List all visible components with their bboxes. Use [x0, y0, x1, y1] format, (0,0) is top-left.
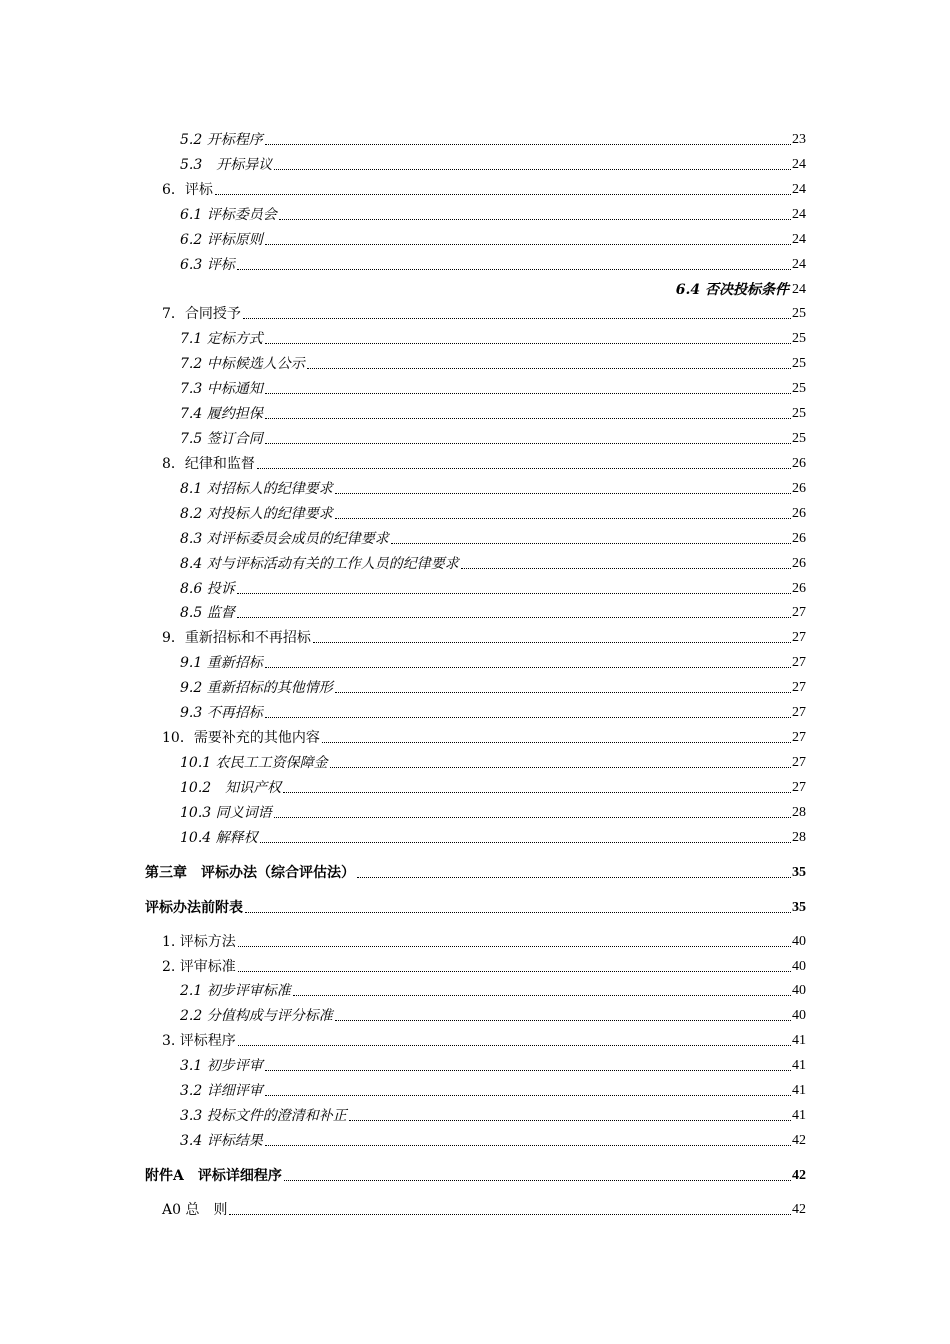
toc-entry-title: 9.1 重新招标	[180, 655, 263, 671]
toc-entry-page-number: 27	[792, 780, 806, 795]
toc-entry-title: 10．需要补充的其他内容	[162, 730, 320, 746]
toc-dot-leader	[293, 995, 791, 996]
toc-entry-page-number: 42	[792, 1202, 806, 1217]
toc-entry-title: 2.2 分值构成与评分标准	[180, 1008, 333, 1024]
toc-entry-page-number: 41	[792, 1083, 806, 1098]
toc-entry-page-number: 42	[792, 1133, 806, 1148]
toc-dot-leader	[265, 393, 791, 394]
toc-entry-title: 7.4 履约担保	[180, 406, 263, 422]
toc-entry-title: 6.4 否决投标条件	[675, 282, 789, 298]
toc-entry-page-number: 27	[792, 730, 806, 745]
toc-entry-title: 7.2 中标候选人公示	[180, 356, 305, 372]
toc-entry-page-number: 41	[792, 1108, 806, 1123]
toc-entry[interactable]	[180, 1103, 806, 1125]
toc-dot-leader	[245, 912, 791, 913]
toc-entry[interactable]	[162, 301, 806, 323]
toc-entry-title: 3.1 初步评审	[180, 1058, 263, 1074]
toc-entry-title: 附件A 评标详细程序	[145, 1168, 282, 1184]
toc-entry-title: 7.5 签订合同	[180, 431, 263, 447]
toc-entry[interactable]	[180, 675, 806, 697]
toc-dot-leader	[265, 667, 791, 668]
toc-entry[interactable]	[162, 954, 806, 976]
toc-entry-title: 6.1 评标委员会	[180, 207, 277, 223]
toc-entry-title: 2. 评审标准	[162, 959, 236, 975]
toc-entry[interactable]	[180, 650, 806, 672]
toc-entry-page-number: 27	[792, 655, 806, 670]
toc-dot-leader	[357, 877, 791, 878]
toc-entry-page-number: 40	[792, 959, 806, 974]
toc-entry-page-number: 40	[792, 983, 806, 998]
toc-entry-page-number: 41	[792, 1033, 806, 1048]
toc-entry[interactable]	[180, 127, 806, 149]
toc-entry-title: 1. 评标方法	[162, 934, 236, 950]
toc-entry-title: 评标办法前附表	[145, 900, 243, 916]
toc-entry-title: 10.4 解释权	[180, 830, 258, 846]
toc-entry[interactable]	[180, 775, 806, 797]
toc-dot-leader	[274, 817, 791, 818]
toc-entry-title: 8．纪律和监督	[162, 456, 255, 472]
toc-dot-leader	[330, 767, 791, 768]
toc-entry-title: 第三章 评标办法（综合评估法）	[145, 865, 355, 881]
toc-dot-leader	[265, 418, 791, 419]
toc-entry-page-number: 25	[792, 306, 806, 321]
toc-entry-title: 3.3 投标文件的澄清和补正	[180, 1108, 347, 1124]
toc-dot-leader	[335, 692, 791, 693]
toc-dot-leader	[322, 742, 791, 743]
toc-entry[interactable]	[162, 177, 806, 199]
toc-entry-title: 10.1 农民工工资保障金	[180, 755, 328, 771]
toc-dot-leader	[391, 543, 791, 544]
toc-entry-title: 8.6 投诉	[180, 581, 235, 597]
toc-entry-title: 10.3 同义词语	[180, 805, 272, 821]
toc-entry[interactable]	[180, 376, 806, 398]
toc-entry-title: 5.2 开标程序	[180, 132, 263, 148]
toc-entry-page-number: 25	[792, 431, 806, 446]
toc-entry[interactable]	[162, 1197, 806, 1219]
toc-dot-leader	[237, 593, 791, 594]
toc-entry-page-number: 27	[792, 630, 806, 645]
toc-entry-page-number: 27	[792, 605, 806, 620]
toc-entry[interactable]	[180, 326, 806, 348]
toc-entry[interactable]	[145, 1163, 806, 1185]
toc-entry[interactable]	[145, 895, 806, 917]
toc-dot-leader	[335, 493, 791, 494]
toc-entry-page-number: 27	[792, 680, 806, 695]
toc-dot-leader	[229, 1214, 791, 1215]
toc-entry[interactable]	[180, 152, 806, 174]
toc-entry[interactable]	[180, 252, 806, 274]
toc-entry[interactable]	[180, 750, 806, 772]
toc-entry-page-number: 25	[792, 406, 806, 421]
toc-entry-page-number: 24	[792, 232, 806, 247]
toc-entry-page-number: 26	[792, 456, 806, 471]
toc-entry-page-number: 27	[792, 705, 806, 720]
toc-entry[interactable]	[162, 929, 806, 951]
toc-entry-title: 8.5 监督	[180, 605, 235, 621]
toc-entry-page-number: 40	[792, 1008, 806, 1023]
toc-entry[interactable]	[180, 476, 806, 498]
toc-entry-title: 3. 评标程序	[162, 1033, 236, 1049]
toc-entry[interactable]	[180, 576, 806, 598]
toc-dot-leader	[260, 842, 791, 843]
toc-entry[interactable]	[145, 860, 806, 882]
toc-entry-page-number: 26	[792, 581, 806, 596]
toc-dot-leader	[265, 1095, 791, 1096]
toc-entry[interactable]	[180, 600, 806, 622]
toc-entry-page-number: 24	[792, 157, 806, 172]
toc-entry[interactable]	[180, 1128, 806, 1150]
toc-entry-title: A0 总 则	[162, 1202, 228, 1218]
toc-dot-leader	[257, 468, 791, 469]
toc-entry-title: 7.3 中标通知	[180, 381, 263, 397]
toc-entry[interactable]	[180, 501, 806, 523]
toc-entry[interactable]	[180, 526, 806, 548]
toc-entry-page-number: 25	[792, 356, 806, 371]
toc-entry-title: 9．重新招标和不再招标	[162, 630, 311, 646]
toc-dot-leader	[349, 1120, 791, 1121]
toc-entry-page-number: 25	[792, 381, 806, 396]
toc-dot-leader	[274, 169, 791, 170]
toc-dot-leader	[265, 1145, 791, 1146]
toc-dot-leader	[238, 946, 791, 947]
toc-entry-title: 7.1 定标方式	[180, 331, 263, 347]
toc-entry[interactable]	[180, 426, 806, 448]
toc-entry-page-number: 24	[792, 182, 806, 197]
toc-entry[interactable]	[180, 800, 806, 822]
toc-dot-leader	[238, 971, 791, 972]
toc-entry-title: 9.2 重新招标的其他情形	[180, 680, 333, 696]
toc-dot-leader	[215, 194, 791, 195]
toc-entry-title: 6.3 评标	[180, 257, 235, 273]
toc-dot-leader	[284, 1180, 791, 1181]
toc-dot-leader	[279, 219, 791, 220]
toc-entry-page-number: 24	[792, 257, 806, 272]
toc-entry[interactable]	[180, 978, 806, 1000]
toc-entry-title: 10.2 知识产权	[180, 780, 282, 796]
toc-entry-page-number: 28	[792, 805, 806, 820]
toc-dot-leader	[335, 518, 791, 519]
toc-entry-page-number: 24	[792, 207, 806, 222]
toc-entry[interactable]	[162, 1028, 806, 1050]
toc-entry[interactable]	[180, 825, 806, 847]
toc-dot-leader	[238, 1045, 791, 1046]
toc-entry-page-number: 28	[792, 830, 806, 845]
toc-entry-title: 5.3 开标异议	[180, 157, 273, 173]
toc-entry-title: 8.2 对投标人的纪律要求	[180, 506, 333, 522]
toc-entry-title: 3.2 详细评审	[180, 1083, 263, 1099]
toc-entry[interactable]	[180, 401, 806, 423]
toc-entry-title: 8.4 对与评标活动有关的工作人员的纪律要求	[180, 556, 459, 572]
toc-dot-leader	[265, 144, 791, 145]
toc-entry[interactable]	[180, 700, 806, 722]
toc-entry-page-number: 26	[792, 556, 806, 571]
toc-entry-title: 3.4 评标结果	[180, 1133, 263, 1149]
toc-entry-page-number: 25	[792, 331, 806, 346]
toc-entry[interactable]	[180, 551, 806, 573]
toc-entry-page-number: 26	[792, 531, 806, 546]
toc-entry[interactable]	[162, 625, 806, 647]
toc-entry-page-number: 26	[792, 481, 806, 496]
toc-entry-title: 6.2 评标原则	[180, 232, 263, 248]
toc-entry-title: 2.1 初步评审标准	[180, 983, 291, 999]
toc-entry-title: 8.3 对评标委员会成员的纪律要求	[180, 531, 389, 547]
toc-dot-leader	[243, 318, 791, 319]
toc-entry[interactable]	[180, 227, 806, 249]
toc-entry[interactable]	[180, 351, 806, 373]
toc-dot-leader	[237, 269, 791, 270]
toc-entry-page-number: 41	[792, 1058, 806, 1073]
toc-dot-leader	[461, 568, 791, 569]
toc-entry[interactable]	[676, 277, 806, 299]
toc-entry-page-number: 42	[792, 1168, 806, 1183]
toc-entry[interactable]	[180, 1078, 806, 1100]
toc-entry-page-number: 23	[792, 132, 806, 147]
toc-dot-leader	[237, 617, 791, 618]
toc-dot-leader	[265, 717, 791, 718]
toc-entry-page-number: 35	[792, 900, 806, 915]
toc-entry-title: 8.1 对招标人的纪律要求	[180, 481, 333, 497]
toc-entry-page-number: 27	[792, 755, 806, 770]
toc-entry-page-number: 26	[792, 506, 806, 521]
toc-entry[interactable]	[180, 1053, 806, 1075]
toc-dot-leader	[265, 244, 791, 245]
toc-entry[interactable]	[180, 1003, 806, 1025]
toc-entry[interactable]	[162, 451, 806, 473]
toc-dot-leader	[335, 1020, 791, 1021]
toc-dot-leader	[307, 368, 791, 369]
toc-entry[interactable]	[180, 202, 806, 224]
toc-entry-title: 6．评标	[162, 182, 213, 198]
toc-entry-page-number: 24	[792, 282, 806, 297]
toc-dot-leader	[283, 792, 791, 793]
toc-dot-leader	[265, 443, 791, 444]
toc-entry-page-number: 40	[792, 934, 806, 949]
toc-dot-leader	[313, 642, 791, 643]
toc-entry-title: 9.3 不再招标	[180, 705, 263, 721]
toc-dot-leader	[265, 343, 791, 344]
toc-dot-leader	[265, 1070, 791, 1071]
toc-entry-page-number: 35	[792, 865, 806, 880]
toc-entry[interactable]	[162, 725, 806, 747]
toc-entry-title: 7．合同授予	[162, 306, 241, 322]
